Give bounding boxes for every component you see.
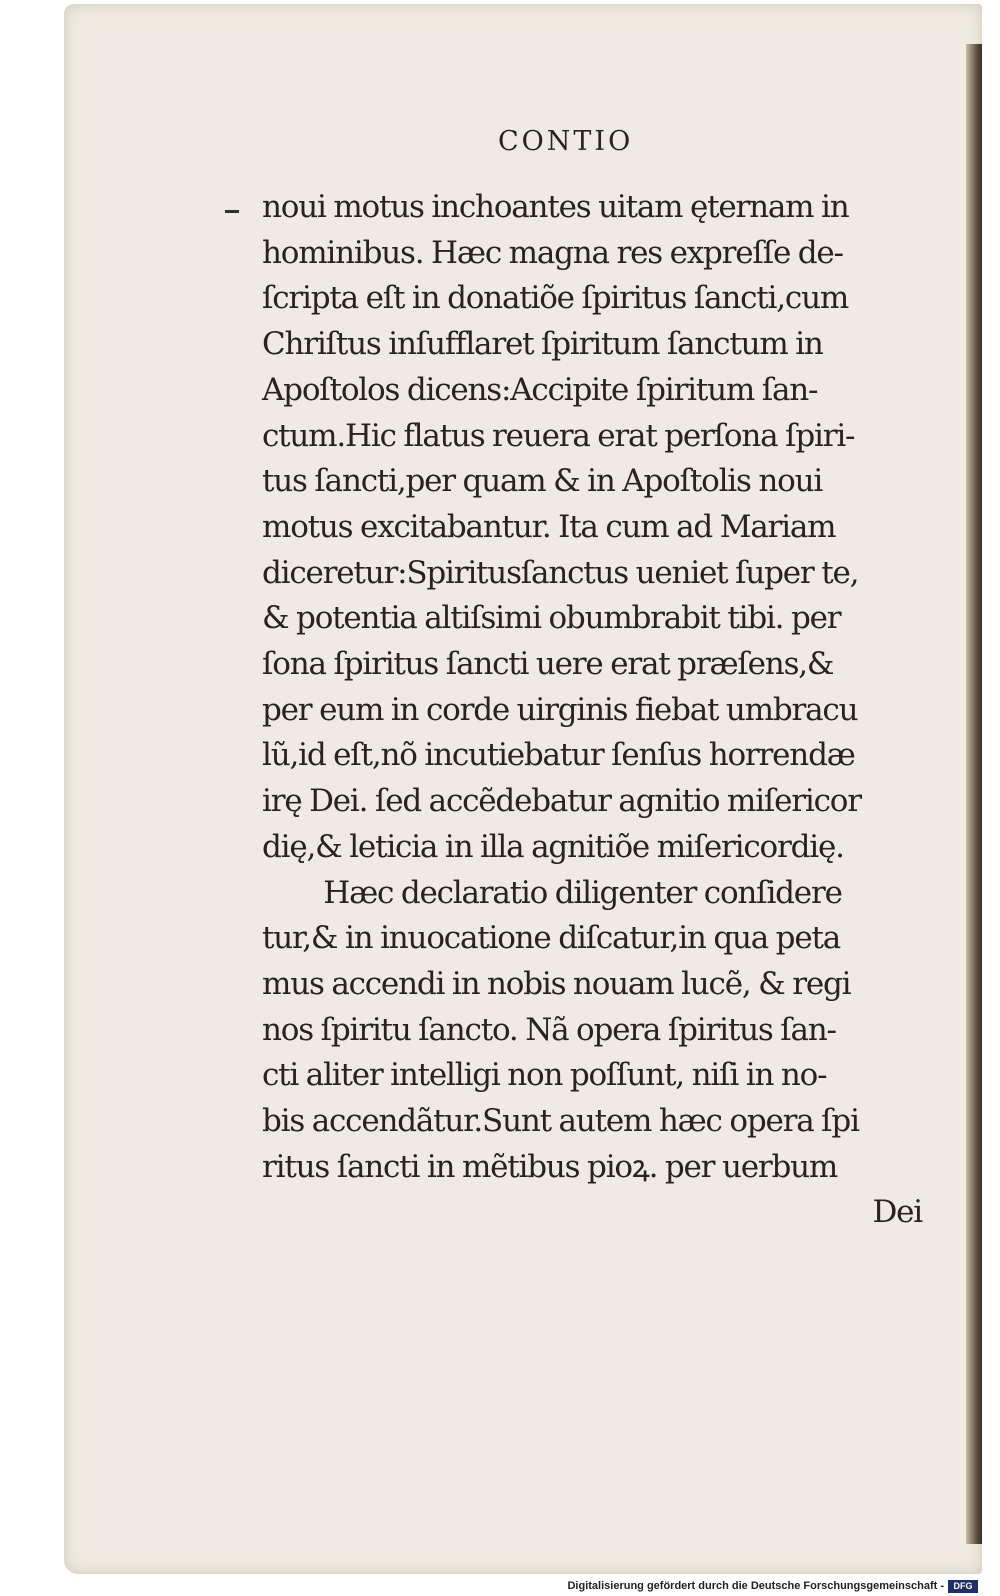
text-line: Chriſtus inſufflaret ſpiritum ſanctum in [262, 326, 823, 363]
text-line: diceretur:Spiritusſanctus ueniet ſuper te, [262, 554, 859, 591]
text-line: motus excitabantur. Ita cum ad Mariam [262, 508, 836, 545]
text-line: per eum in corde uirginis fiebat umbracu [262, 691, 858, 728]
margin-mark [225, 210, 239, 213]
catchword: Dei [872, 1194, 922, 1231]
running-header: CONTIO [498, 126, 634, 157]
text-line: ritus ſancti in mẽtibus pioꝝ. per uerbum [262, 1148, 838, 1185]
footer-bar [0, 1578, 1000, 1596]
text-line: & potentia altiſsimi obumbrabit tibi. per [262, 600, 841, 637]
funding-credit: Digitalisierung gefördert durch die Deutsche Forschungsgemeinschaft - [567, 1580, 944, 1592]
text-line: ctum.Hic flatus reuera erat perſona ſpiri- [262, 417, 855, 454]
dfg-logo: DFG [948, 1580, 978, 1593]
text-line: lũ,id eſt,nõ incutiebatur ſenſus horrendæ [262, 737, 855, 774]
text-line: ſona ſpiritus ſancti uere erat præſens,& [262, 646, 834, 683]
text-line: nos ſpiritu ſancto. Nã opera ſpiritus ſan- [262, 1011, 836, 1048]
text-line: tus ſancti,per quam & in Apoſtolis noui [262, 463, 823, 500]
page-edge [966, 44, 982, 1544]
text-line: hominibus. Hæc magna res expreſſe de- [262, 234, 843, 271]
text-line: dię,& leticia in illa agnitiõe miſericordię. [262, 828, 844, 865]
text-line: noui motus inchoantes uitam ęternam in [262, 189, 849, 225]
text-line: irę Dei. ſed accẽdebatur agnitio miſericor [262, 783, 861, 820]
text-line: cti aliter intelligi non poſſunt, niſi in no- [262, 1057, 827, 1094]
text-line: Apoſtolos dicens:Accipite ſpiritum ſan- [262, 371, 818, 408]
text-line: bis accendãtur.Sunt autem hæc opera ſpi [262, 1103, 859, 1140]
text-line: mus accendi in nobis nouam lucẽ, & regi [262, 965, 851, 1002]
body-text [262, 185, 922, 1236]
text-line: ſcripta eſt in donatiõe ſpiritus ſancti,cum [262, 280, 849, 317]
text-line: tur,& in inuocatione diſcatur,in qua peta [262, 920, 841, 957]
text-line: Hæc declaratio diligenter conſidere [262, 874, 842, 911]
